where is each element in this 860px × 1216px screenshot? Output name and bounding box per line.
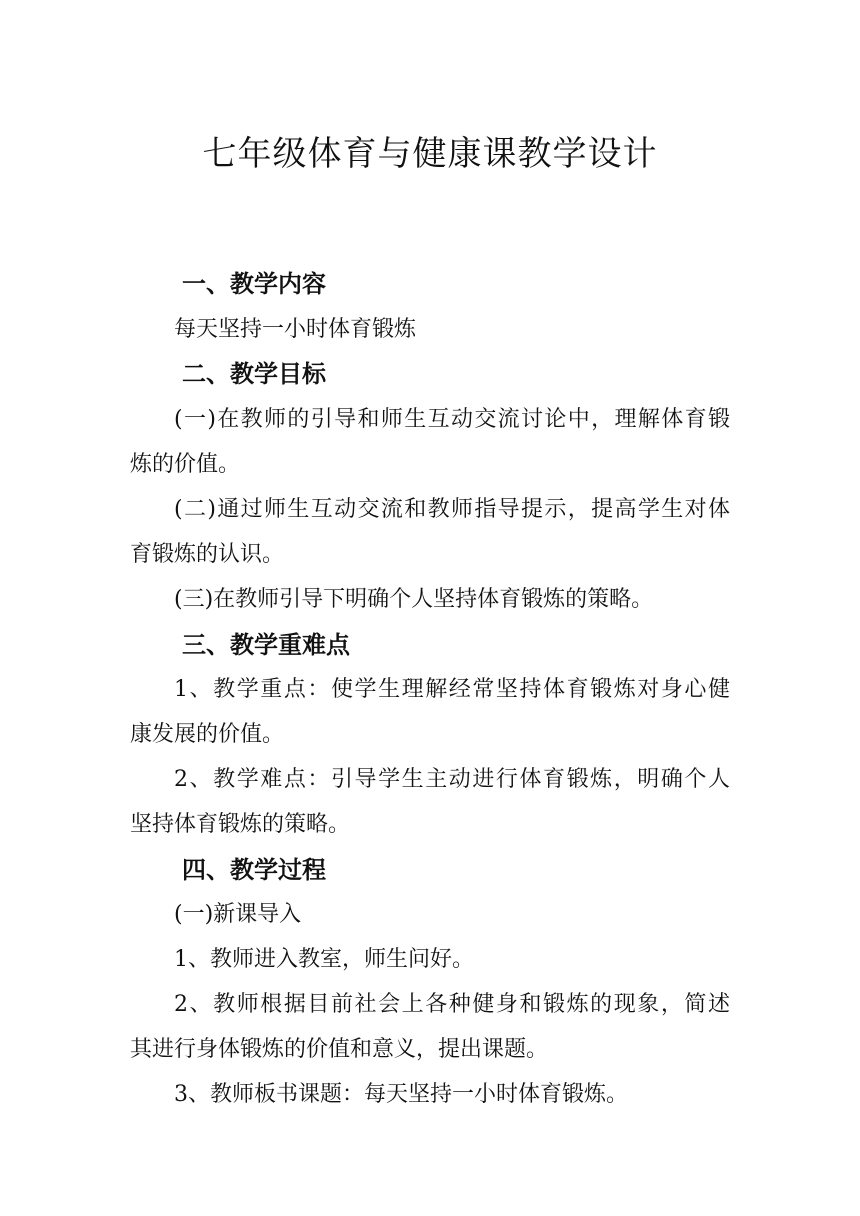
paragraph-line: 康发展的价值。 [130, 722, 285, 747]
subsection-heading: (一)新课导入 [174, 902, 302, 927]
section-heading-content: 一、教学内容 [182, 270, 326, 298]
paragraph-line: 2、教学难点：引导学生主动进行体育锻炼，明确个人 [174, 767, 730, 792]
paragraph-line: 育锻炼的认识。 [130, 542, 285, 567]
paragraph-line: 1、教学重点：使学生理解经常坚持体育锻炼对身心健 [174, 677, 730, 702]
paragraph-line: 炼的价值。 [130, 452, 241, 477]
paragraph-line: (二)通过师生互动交流和教师指导提示，提高学生对体 [174, 497, 730, 522]
paragraph-line: 3、教师板书课题：每天坚持一小时体育锻炼。 [174, 1082, 628, 1107]
paragraph-line: 2、教师根据目前社会上各种健身和锻炼的现象，简述 [174, 992, 730, 1017]
paragraph-line: 其进行身体锻炼的价值和意义，提出课题。 [130, 1037, 549, 1062]
paragraph-line: 坚持体育锻炼的策略。 [130, 812, 351, 837]
paragraph-line: 1、教师进入教室，师生问好。 [174, 947, 474, 972]
section-heading-process: 四、教学过程 [182, 856, 326, 884]
section-heading-key-points: 三、教学重难点 [182, 631, 350, 659]
document-title: 七年级体育与健康课教学设计 [202, 134, 658, 174]
paragraph-content: 每天坚持一小时体育锻炼 [174, 317, 417, 342]
paragraph-line: (一)在教师的引导和师生互动交流讨论中，理解体育锻 [174, 407, 730, 432]
section-heading-objectives: 二、教学目标 [182, 360, 326, 388]
paragraph-line: (三)在教师引导下明确个人坚持体育锻炼的策略。 [174, 587, 654, 612]
